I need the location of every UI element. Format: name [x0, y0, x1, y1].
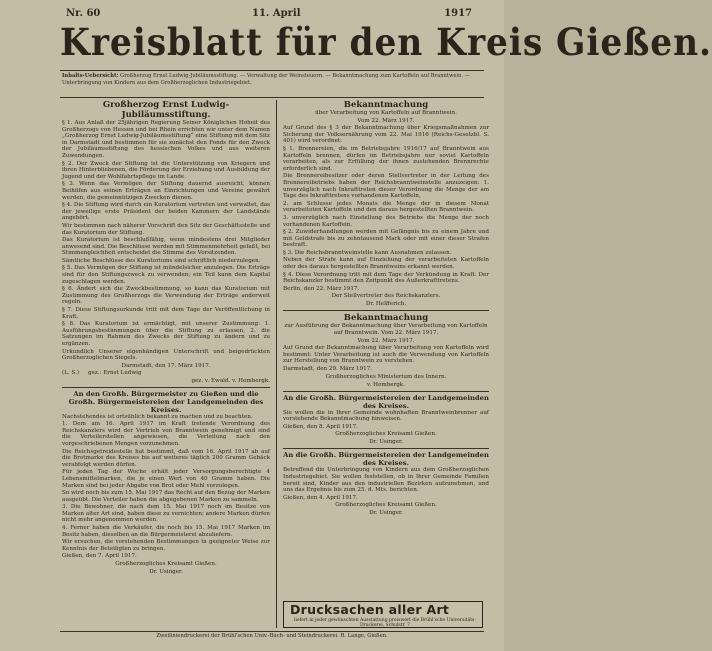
article-heading: An die Großh. Bürgermeistereien der Landgemeinden des Kreises. — [283, 393, 489, 410]
paragraph: § 4. Diese Verordnung tritt mit dem Tage der Verkündung in Kraft. Der Reichskanzler bestimmt den Zeitpunkt des Außerkrafttretens. — [283, 271, 489, 285]
place-date: Gießen, den 4. April 1917. — [283, 494, 358, 501]
issue-date: 11. April — [252, 8, 301, 19]
place-date: Darmstadt, den 17. März 1917. — [121, 362, 211, 369]
office-name: Großherzogliches Ministerium des Innern. — [325, 373, 447, 380]
paragraph: Nachstehendes ist ortsüblich bekannt zu machen und zu beachten. — [62, 413, 253, 420]
paragraph: 2. am Schlusse jedes Monats die Menge der in diesem Monat verarbeiteten Kartoffeln und den daraus hergestellten Branntwein. — [283, 200, 489, 214]
paragraph: Die Reichsgetreidestelle hat bestimmt, daß vom 16. April 1917 ab auf die Brotmarke des Kreises bis auf weiteres täglich 200 Gramm Gebäck verabfolgt werden dürfen. — [62, 448, 270, 468]
office-name: Großherzogliches Kreisamt Gießen. — [335, 431, 437, 438]
issue-number: Nr. 60 — [66, 8, 101, 19]
paragraph: § 6. Ändert sich die Zweckbestimmung, so kann das Kuratorium mit Zustimmung des Großherzogs die Verwendung der Erträge anderweit regeln. — [62, 286, 270, 306]
paragraph: Urkundlich Unserer eigenhändigen Unterschrift und beigedrückten Großherzoglichen Siegels. — [62, 348, 270, 362]
paragraph: Neben der Strafe kann auf Einziehung der verarbeiteten Kartoffeln oder des daraus hergestellten Branntweins erkannt werden. — [283, 257, 489, 271]
newspaper-title: Kreisblatt für den Kreis Gießen. — [60, 20, 712, 64]
paragraph: Betreffend die Unterbringung von Kindern aus dem Großherzoglichen Industriegebiet. Sie wollen feststellen, ob in Ihrer Gemeinde Familien bereit sind, Kinder aus den industriellen Bezirken aufzunehmen, und uns das Ergebnis bis zum 25. d. Mts. berichten. — [283, 467, 489, 494]
paragraph: § 8. Das Kuratorium ist ermächtigt, mit unserer Zustimmung: 1. Ausführungsbestimmungen über die Stiftung zu erlassen, 2. die Satzungen im Rahmen des Zwecks der Stiftung zu ändern und zu ergänzen. — [62, 321, 270, 347]
divider — [60, 70, 484, 71]
divider — [283, 310, 489, 311]
paragraph: § 5. Das Vermögen der Stiftung ist mündelsicher anzulegen. Die Erträge sind für den Stiftungszweck zu verwenden; ein Teil kann dem Kapital zugeschlagen werden. — [62, 265, 270, 285]
article-heading: Bekanntmachung — [343, 313, 429, 324]
paragraph: Die Brennereibesitzer oder deren Stellvertreter in der Leitung des Brennereibetriebs haben der Reichsbranntweinstelle anzuzeigen: 1. unverzüglich nach Inkrafttreten dieser Verordnung die Menge der am Tage des Inkrafttretens vorhandenen Kartoffeln, — [283, 173, 489, 200]
article-subheading: über Verarbeitung von Kartoffeln auf Branntwein. — [315, 110, 457, 116]
paragraph: Sämtliche Beschlüsse des Kuratoriums sind schriftlich niederzulegen. — [62, 257, 261, 264]
ad-title: Drucksachen aller Art — [290, 602, 450, 617]
paragraph: § 7. Diese Stiftungsurkunde tritt mit dem Tage der Veröffentlichung in Kraft. — [62, 307, 270, 320]
paragraph: Sie wollen die in Ihrer Gemeinde wohnhaften Branntweinbrenner auf vorstehende Bekanntmachung hinweisen. — [283, 409, 489, 423]
printing-advertisement — [283, 601, 483, 628]
divider — [60, 631, 484, 632]
place-date: Gießen, den 8. April 1917. — [283, 423, 358, 430]
article-heading: An die Großh. Bürgermeistereien der Landgemeinden des Kreises. — [283, 451, 489, 468]
paragraph: § 2. Zuwiderhandlungen werden mit Gefängnis bis zu einem Jahre und mit Geldstrafe bis zu zehntausend Mark oder mit einer dieser Strafen bestraft. — [283, 229, 489, 249]
signature: Dr. Usinger. — [369, 510, 403, 517]
signature: Dr. Helfferich. — [365, 301, 407, 308]
signature: Dr. Usinger. — [369, 439, 403, 446]
signature: v. Hombergk. — [367, 381, 405, 388]
article-date: Vom 22. März 1917. — [357, 337, 415, 344]
countersignature: gez. v. Ewald. v. Hombergk. — [191, 377, 270, 384]
signature-line — [62, 370, 270, 377]
seal-mark: (L. S.) — [62, 370, 80, 377]
paragraph: 3. unverzüglich nach Einstellung des Betriebs die Menge der noch vorhandenen Kartoffeln. — [283, 214, 489, 228]
column-divider — [276, 100, 277, 628]
divider — [283, 448, 489, 449]
paragraph: § 4. Die Stiftung wird durch ein Kuratorium vertreten und verwaltet, das der jeweilige erste Präsident der beiden Kammern der Landstände angehört. — [62, 202, 270, 222]
divider — [283, 391, 489, 392]
paragraph: 3. Die Bewohner, die nach dem 15. Mai 1917 noch im Besitze von Marken alter Art sind, haben diese zu vernichten; andere Marken dürfen nicht mehr angenommen werden. — [62, 504, 270, 524]
article-date: Vom 22. März 1917. — [357, 117, 415, 124]
article-heading: Bekanntmachung — [343, 100, 429, 110]
article-heading: Großherzog Ernst Ludwig-Jubiläumsstiftung. — [102, 100, 230, 120]
paragraph: § 1. Aus Anlaß der 25jährigen Regierung Seiner Königlichen Hoheit des Großherzogs von Hessen und bei Rhein errichten wir unter dem Namen „Großherzog Ernst Ludwig-Jubiläumsstiftung“ eine Stiftung mit dem Sitz in Darmstadt und bestimmen für sie zunächst den Fonds für den Zweck der Jubiläumsstiftung des hessischen Volkes und aus weiteren Zuwendungen. — [62, 120, 270, 159]
left-column — [62, 100, 270, 630]
signature: gez.: Ernst Ludwig — [87, 370, 142, 377]
divider — [62, 387, 270, 388]
paragraph: So wird noch bis zum 15. Mai 1917 das Recht auf den Bezug der Marken ausgeübt. Die Verteiler haben die abgegebenen Marken zu sammeln. — [62, 490, 270, 503]
place-date: Berlin, den 22. März 1917. — [283, 285, 360, 292]
paragraph: § 2. Der Zweck der Stiftung ist die Unterstützung von Kriegern und ihren Hinterbliebenen, die Förderung der Erziehung und Ausbildung der Jugend und der Wohlfahrtspflege im Lande. — [62, 160, 270, 180]
paragraph: § 3. Wenn das Vermögen der Stiftung dauernd ausreicht, können Beihilfen aus seinen Erträgen an Einrichtungen und Vereine gewährt werden, die gemeinnützigen Zwecken dienen. — [62, 181, 270, 201]
paragraph: Das Kuratorium ist beschlußfähig, wenn mindestens drei Mitglieder anwesend sind. Die Beschlüsse werden mit Stimmenmehrheit gefaßt, bei Stimmengleichheit entscheidet die Stimme des Vorsitzenden. — [62, 237, 270, 257]
paragraph: Auf Grund des § 3 der Bekanntmachung über Kriegsmaßnahmen zur Sicherung der Volksernährung vom 22. Mai 1916 (Reichs-Gesetzbl. S. 401) wird verordnet: — [283, 125, 489, 145]
paragraph: Wir ersuchen, die vorstehenden Bestimmungen in geeigneter Weise zur Kenntnis der Beteiligten zu bringen. — [62, 539, 270, 552]
office-name: Großherzogliches Kreisamt Gießen. — [115, 561, 217, 568]
paragraph: Auf Grund der Bekanntmachung über Verarbeitung von Kartoffeln wird bestimmt: Unter Verarbeitung ist auch die Verwendung von Kartoffeln zur Herstellung von Branntwein zu verstehen. — [283, 345, 489, 365]
contents-text: Großherzog Ernst Ludwig-Jubiläumsstiftung. — Verwaltung der Weinsteuern. — Bekanntmachung zum Kartoffeln auf Branntwein. — Unterbringung von Kindern aus dem Großherzoglichen Industriegebiet. — [62, 73, 470, 86]
office-name: Großherzogliches Kreisamt Gießen. — [335, 502, 437, 509]
paragraph: Wir bestimmen nach näherer Vorschrift den Sitz der Geschäftsstelle und das Kuratorium der Stiftung. — [62, 222, 270, 236]
contents-overview — [62, 73, 486, 97]
paragraph: Für jeden Tag der Woche erhält jeder Versorgungsberechtigte 4 Lebensmittelmarken, die je einen Wert von 40 Gramm haben. Die Marken sind bei jeder Abgabe von Brot oder Mehl vorzulegen. — [62, 469, 270, 489]
right-column — [283, 100, 489, 598]
ad-subtitle: liefert in jeder gewünschten Ausstattung preiswert die Brühl'sche Universitäts-Druckerei, Schulstr. 7 — [294, 618, 476, 629]
contents-label: Inhalts-Uebersicht: — [62, 73, 119, 79]
paragraph: § 1. Brennereien, die im Betriebsjahre 1916/17 auf Branntwein aus Kartoffeln brennen, dürfen im Betriebsjahre nur soviel Kartoffeln verarbeiten, als zur Erfüllung der ihnen zustehenden Brennrechte erforderlich sind. — [283, 145, 489, 172]
paragraph: 1. Dem am 16. April 1917 im Kraft tretende Verordnung des Reichskanzlers wird der Vertrieb von Branntwein genehmigt und sind die Verteilerstellen angewiesen, die Verteilung nach den vorgeschriebenen Mengen vorzunehmen. — [62, 421, 270, 447]
signature: Dr. Usinger. — [149, 569, 183, 576]
place-date: Darmstadt, den 29. März 1917. — [283, 366, 373, 372]
article-heading: An den Großh. Bürgermeister zu Gießen und die Großh. Bürgermeistereien der Landgemeinden des Kreises. — [68, 389, 264, 414]
article-subheading: zur Ausführung der Bekanntmachung über Verarbeitung von Kartoffeln auf Branntwein. Vom 22. März 1917. — [284, 323, 488, 337]
paragraph: § 3. Die Reichsbranntweinstelle kann Ausnahmen zulassen. — [283, 249, 452, 256]
office-name: Der Stellvertreter des Reichskanzlers. — [331, 293, 441, 300]
paragraph: 4. Ferner haben die Verkäufer, die noch bis 15. Mai 1917 Marken im Besitz haben, dieselben an die Bürgermeisterei abzuliefern. — [62, 525, 270, 538]
divider — [60, 97, 484, 98]
issue-year: 1917 — [444, 8, 472, 19]
place-date: Gießen, den 7. April 1917. — [62, 553, 137, 560]
printer-imprint: Zweiliniendruckerei der Brühl'schen Univ.-Buch- und Steindruckerei. R. Lange, Gießen. — [156, 633, 388, 639]
